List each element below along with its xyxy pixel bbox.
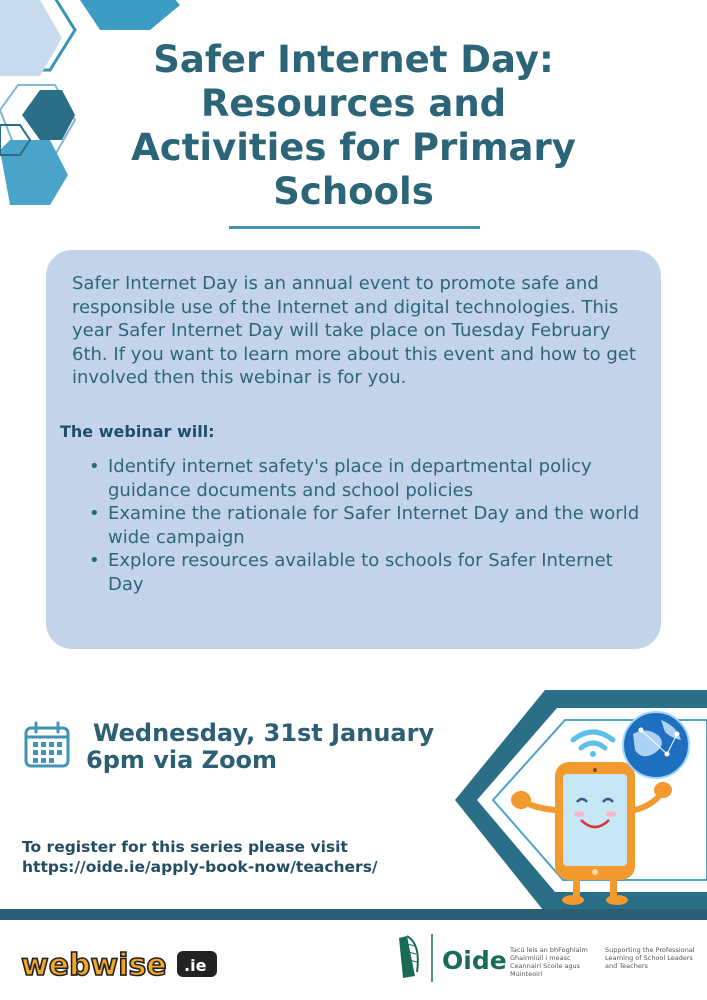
- title-line: Resources and: [200, 82, 507, 125]
- oide-tagline-english: Supporting the Professional Learning of School Leaders and Teachers: [605, 946, 695, 970]
- oide-wordmark: Oide: [442, 946, 507, 975]
- register-link[interactable]: https://oide.ie/apply-book-now/teachers/: [22, 858, 378, 876]
- event-date: Wednesday, 31st January: [93, 719, 435, 747]
- tablet-mascot-illustration: [455, 690, 707, 910]
- webinar-bullet-list: [104, 455, 644, 596]
- calendar-icon: [23, 721, 71, 769]
- title-line: Schools: [273, 170, 434, 213]
- svg-text:.ie: .ie: [184, 956, 207, 975]
- list-item: • Identify internet safety's place in departmental policy guidance documents and school policies: [104, 455, 644, 502]
- list-item: • Explore resources available to schools for Safer Internet Day: [104, 549, 644, 596]
- webwise-logo[interactable]: [19, 944, 219, 984]
- footer-band: [0, 909, 707, 920]
- oide-tagline-irish: Tacú leis an bhFoghlaim Ghairmiúil i measc Ceannairí Scoile agus Múinteoirí: [510, 946, 588, 978]
- title-underline: [229, 226, 480, 229]
- register-text: To register for this series please visit: [22, 838, 348, 856]
- info-panel: [46, 250, 661, 649]
- title-line: Safer Internet Day:: [153, 38, 554, 81]
- webinar-subheading: The webinar will:: [60, 422, 215, 441]
- page-title: [0, 38, 707, 214]
- list-item: • Examine the rationale for Safer Internet Day and the world wide campaign: [104, 502, 644, 549]
- svg-text:webwise: webwise: [21, 948, 167, 983]
- event-time: 6pm via Zoom: [86, 746, 278, 774]
- harp-icon: [399, 936, 418, 978]
- intro-paragraph: Safer Internet Day is an annual event to promote safe and responsible use of the Internet and digital technologies. This year Safer Internet Day will take place on Tuesday February 6th. If you want to learn more about this event and how to get involved then this webinar is for you.: [72, 273, 636, 388]
- title-line: Activities for Primary: [131, 126, 576, 169]
